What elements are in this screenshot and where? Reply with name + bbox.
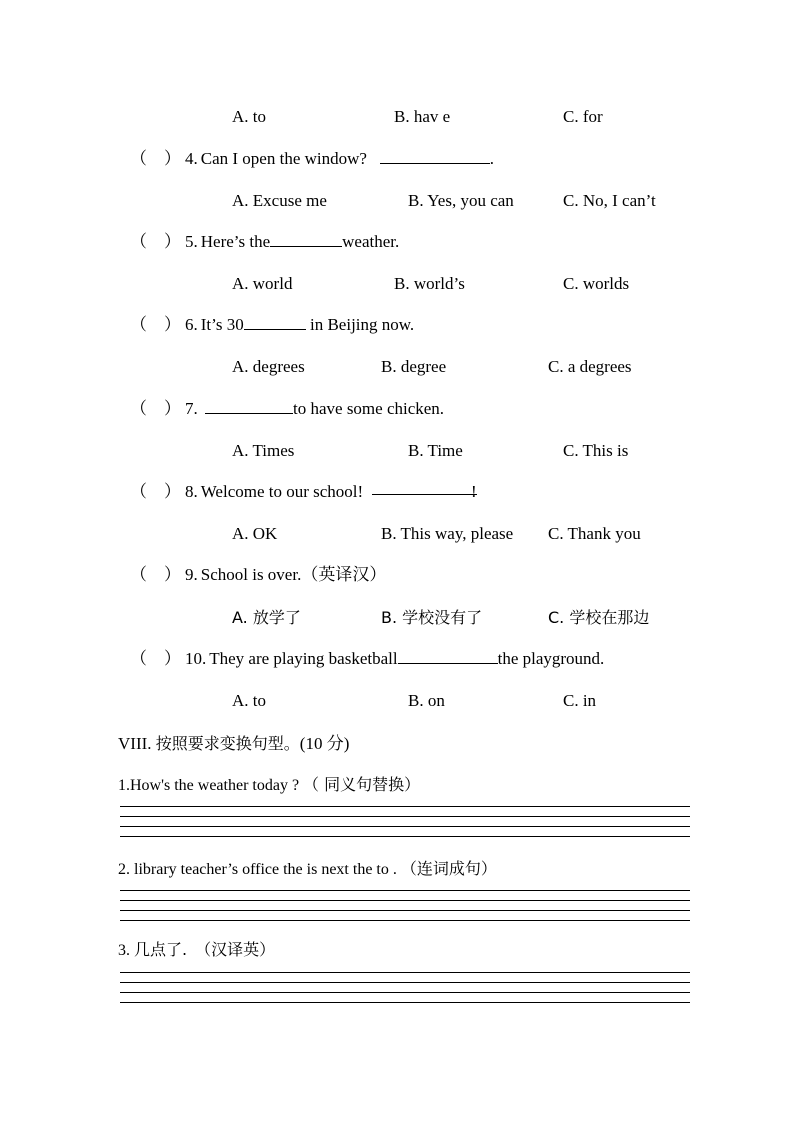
option-a[interactable]: A. world	[232, 274, 293, 293]
question-10-stem	[0, 646, 793, 672]
question-7-stem	[0, 396, 793, 422]
question-4-stem	[0, 146, 793, 172]
option-c[interactable]: C. worlds	[563, 274, 630, 293]
question-number: 6.	[185, 315, 198, 334]
fill-in-blank[interactable]: !	[372, 479, 477, 495]
option-a[interactable]: A. 放学了	[232, 608, 301, 627]
question-number: 5.	[185, 232, 198, 251]
option-b[interactable]: B. degree	[381, 357, 447, 376]
option-b[interactable]: B. 学校没有了	[381, 608, 483, 627]
answer-rule[interactable]	[120, 836, 690, 837]
viii-item-3-answer-lines[interactable]	[120, 972, 690, 1003]
question-6-stem	[0, 312, 793, 338]
viii-item-2-answer-lines[interactable]	[120, 890, 690, 921]
option-a[interactable]: A. to	[232, 691, 266, 710]
question-text: Can I open the window?	[200, 149, 367, 168]
answer-bracket-open[interactable]: （	[130, 649, 147, 668]
question-text: They are playing basketball	[209, 649, 398, 668]
section-viii-heading	[118, 729, 349, 754]
answer-rule[interactable]	[120, 910, 690, 911]
option-c[interactable]: C. a degrees	[548, 357, 632, 376]
option-a[interactable]: A. OK	[232, 524, 278, 543]
answer-rule[interactable]	[120, 826, 690, 827]
question-text: Welcome to our school!	[200, 482, 364, 501]
option-c[interactable]: C. 学校在那边	[548, 608, 650, 627]
viii-item-1-answer-lines[interactable]	[120, 806, 690, 837]
option-c[interactable]: C. No, I can’t	[563, 191, 656, 210]
option-b[interactable]: B. world’s	[394, 274, 465, 293]
option-a[interactable]: A. degrees	[232, 357, 305, 376]
answer-rule[interactable]	[120, 806, 690, 807]
option-b[interactable]: B. Yes, you can	[408, 191, 514, 210]
answer-rule[interactable]	[120, 972, 690, 973]
question-text: School is over.（英译汉）	[200, 565, 387, 584]
option-c[interactable]: C. Thank you	[548, 524, 641, 543]
answer-rule[interactable]	[120, 816, 690, 817]
answer-bracket-close: ）	[164, 315, 181, 334]
question-text: It’s 30	[200, 315, 244, 334]
answer-rule[interactable]	[120, 920, 690, 921]
answer-bracket-close: ）	[164, 482, 181, 501]
question-number: 4.	[185, 149, 198, 168]
answer-bracket-close: ）	[164, 149, 181, 168]
option-a: A. to	[232, 107, 266, 126]
answer-bracket-close: ）	[164, 232, 181, 251]
item-number: 2.	[118, 861, 130, 878]
answer-rule[interactable]	[120, 900, 690, 901]
item-instruction: （连词成句）	[400, 859, 497, 878]
item-instruction: （ 同义句替换）	[303, 775, 421, 794]
question-9-options	[0, 605, 793, 631]
question-number: 10.	[185, 649, 207, 668]
item-text: library teacher’s office the is next the to .	[134, 861, 397, 878]
fill-in-blank[interactable]	[244, 314, 306, 330]
answer-rule[interactable]	[120, 992, 690, 993]
item-instruction: （汉译英）	[195, 940, 276, 959]
option-b[interactable]: B. Time	[408, 441, 463, 460]
question-text: Here’s the	[200, 232, 271, 251]
item-number: 3.	[118, 942, 130, 959]
option-b[interactable]: B. This way, please	[381, 524, 514, 543]
answer-bracket-close: ）	[164, 399, 181, 418]
fill-in-blank[interactable]	[398, 648, 498, 664]
option-c: C. for	[563, 107, 603, 126]
question-text-tail: .	[489, 149, 494, 168]
option-a[interactable]: A. Excuse me	[232, 191, 327, 210]
viii-item-1-prompt	[118, 772, 420, 795]
answer-bracket-open[interactable]: （	[130, 482, 147, 501]
option-a[interactable]: A. Times	[232, 441, 295, 460]
answer-bracket-close: ）	[164, 649, 181, 668]
fill-in-blank[interactable]	[205, 398, 293, 414]
question-7-options	[0, 438, 793, 464]
option-c[interactable]: C. in	[563, 691, 597, 710]
question-number: 8.	[185, 482, 198, 501]
viii-item-3-prompt	[118, 937, 275, 960]
question-number: 7.	[185, 399, 198, 418]
option-b: B. hav e	[394, 107, 451, 126]
answer-bracket-open[interactable]: （	[130, 399, 147, 418]
answer-bracket-open[interactable]: （	[130, 565, 147, 584]
question-10-options	[0, 688, 793, 714]
item-number: 1.	[118, 777, 130, 794]
answer-bracket-open[interactable]: （	[130, 149, 147, 168]
answer-bracket-close: ）	[164, 565, 181, 584]
question-text-tail: to have some chicken.	[293, 399, 445, 418]
question-5-stem	[0, 229, 793, 255]
question-8-stem	[0, 479, 793, 505]
fill-in-blank[interactable]	[270, 231, 342, 247]
question-5-options	[0, 271, 793, 297]
section-numeral: VIII.	[118, 734, 152, 753]
option-b[interactable]: B. on	[408, 691, 445, 710]
options-row-orphan	[0, 104, 793, 130]
viii-item-2-prompt	[118, 856, 497, 879]
question-4-options	[0, 188, 793, 214]
answer-rule[interactable]	[120, 1002, 690, 1003]
fill-in-blank[interactable]	[380, 148, 490, 164]
section-title: 按照要求变换句型。	[155, 734, 300, 753]
question-text-tail: weather.	[342, 232, 400, 251]
question-text-tail: the playground.	[497, 649, 605, 668]
section-points: (10 分)	[299, 734, 350, 753]
answer-bracket-open[interactable]: （	[130, 315, 147, 334]
answer-bracket-open[interactable]: （	[130, 232, 147, 251]
answer-rule[interactable]	[120, 890, 690, 891]
answer-rule[interactable]	[120, 982, 690, 983]
item-text: 几点了.	[134, 940, 188, 959]
item-text: How's the weather today ?	[130, 777, 300, 794]
question-8-options	[0, 521, 793, 547]
option-c[interactable]: C. This is	[563, 441, 629, 460]
question-6-options	[0, 354, 793, 380]
question-number: 9.	[185, 565, 198, 584]
question-9-stem	[0, 562, 793, 588]
question-text-tail: in Beijing now.	[309, 315, 415, 334]
